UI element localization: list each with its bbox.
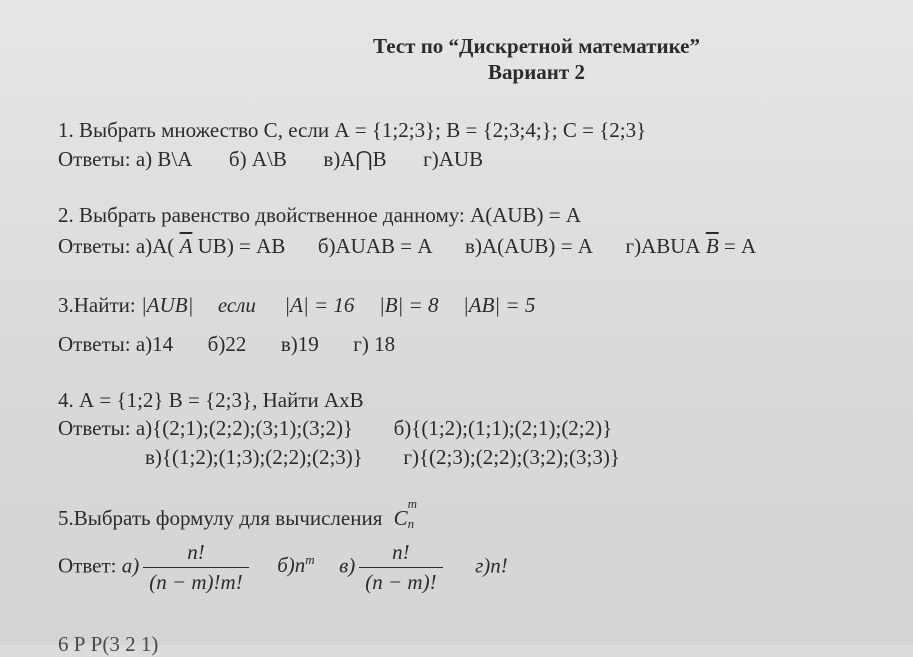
question-5-text: 5.Выбрать формулу для вычисления (58, 506, 383, 530)
complement-b: В (705, 234, 719, 258)
answers-label: Ответы: (58, 234, 131, 258)
answer-a: а)А( А UВ) = АВ (135, 234, 286, 258)
answer-b: б)22 (207, 332, 247, 356)
answer-c: в)А(АUВ) = А (465, 234, 593, 258)
answer-a: а) В\А (135, 147, 193, 171)
question-2 (58, 203, 581, 228)
answer-d: г)n! (475, 553, 508, 578)
question-4-answers-row-1 (58, 416, 612, 441)
answers-label: Ответы: (58, 147, 131, 171)
question-3 (58, 293, 535, 318)
question-5 (58, 496, 418, 531)
answer-c-prefix: в) (339, 553, 356, 578)
question-3-expr: |AUB| (140, 293, 194, 317)
question-1 (58, 118, 646, 143)
answer-c: в){(1;2);(1;3);(2;2);(2;3)} (145, 445, 363, 469)
question-2-text: 2. Выбрать равенство двойственное данному: А(АUВ) = А (58, 203, 582, 227)
answer-c: в)19 (280, 332, 319, 356)
question-4-text: 4. А = {1;2} В = {2;3}, Найти АxВ (58, 388, 364, 412)
question-3-if: если (217, 293, 256, 317)
question-3-answers (58, 332, 395, 357)
answer-b: б){(1;2);(1;1);(2;1);(2;2)} (393, 416, 613, 440)
answer-a: а){(2;1);(2;2);(3;1);(3;2)} (135, 416, 354, 440)
question-4-answers-row-2 (145, 445, 620, 470)
answer-d: г) 18 (353, 332, 396, 356)
answer-a-prefix: а) (121, 553, 140, 578)
answers-label: Ответы: (58, 332, 131, 356)
question-1-text: 1. Выбрать множество С, если А = {1;2;3}; В = {2;3;4;}; С = {2;3} (58, 118, 647, 142)
page-title: Тест по “Дискретной математике” (373, 34, 700, 58)
answer-c: в)А⋂В (323, 147, 387, 171)
answer-a-fraction: $\frac{n!}{(n - m)!m!}$ (143, 540, 248, 595)
condition-3: |AB| = 5 (462, 293, 536, 317)
question-6-cut-off: 6 Р Р(3 2 1) (58, 632, 159, 656)
question-4 (58, 388, 364, 413)
variant-title: Вариант 2 (488, 60, 585, 84)
condition-2: |B| = 8 (378, 293, 439, 317)
answer-label: Ответ: (58, 553, 117, 578)
question-5-answers (58, 540, 508, 595)
answer-b: б) А\В (228, 147, 287, 171)
question-3-label: 3.Найти: (58, 293, 136, 317)
answer-d: г)АВUА В = А (625, 234, 757, 258)
answers-label: Ответы: (58, 416, 131, 440)
answer-b: $б)n^m$ (277, 552, 315, 578)
question-2-answers (58, 234, 756, 259)
answer-d: г){(2;3);(2;2);(3;2);(3;3)} (403, 445, 620, 469)
combination-symbol: C m n (393, 496, 418, 531)
answer-a: а)14 (135, 332, 174, 356)
question-1-answers (58, 147, 483, 172)
answer-c-fraction: $\frac{n!}{(n - m)!}$ (359, 540, 442, 595)
answer-b: б)АUАВ = А (317, 234, 433, 258)
complement-a: А (179, 234, 193, 258)
answer-d: г)АUВ (423, 147, 484, 171)
condition-1: |A| = 16 (284, 293, 355, 317)
